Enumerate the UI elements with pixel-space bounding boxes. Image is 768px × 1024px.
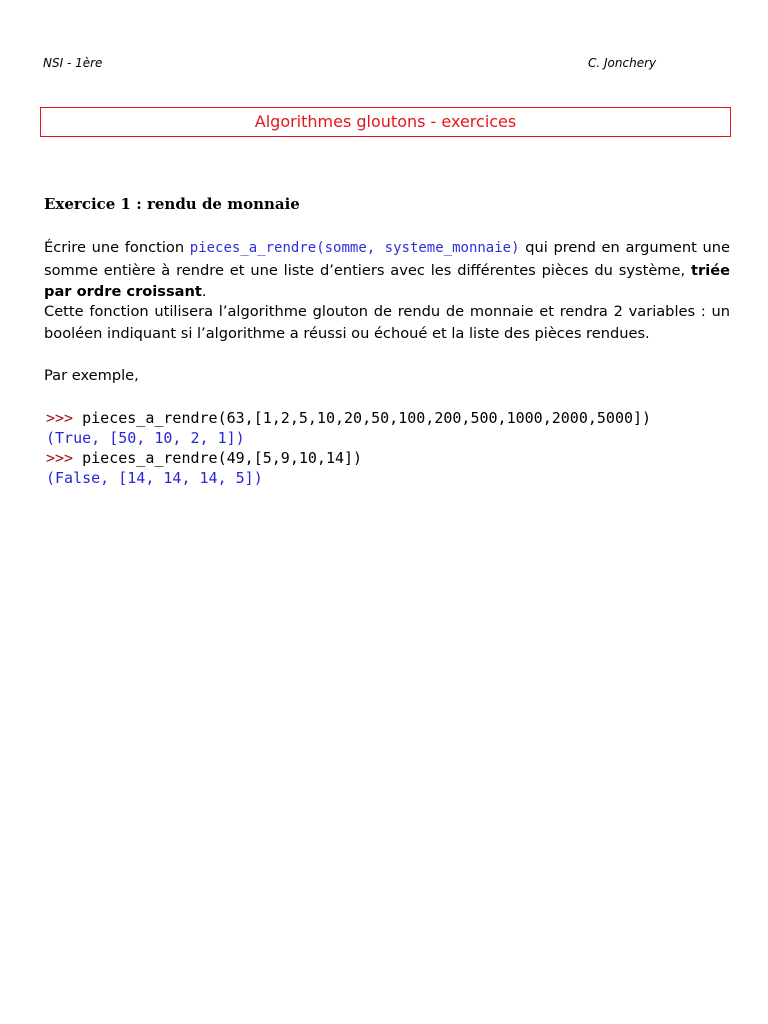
document-title-box <box>40 107 731 137</box>
document-title: Algorithmes gloutons - exercices <box>254 112 517 131</box>
exercise-heading: Exercice 1 : rendu de monnaie <box>44 195 300 213</box>
prompt-symbol: >>> <box>46 449 74 467</box>
header-author: C. Jonchery <box>588 56 657 70</box>
p1-text-end: . <box>201 283 207 300</box>
code-line-3 <box>46 448 651 468</box>
code-command-1: pieces_a_rendre(63,[1,2,5,10,20,50,100,200,500,1000,2000,5000]) <box>73 409 652 427</box>
code-example-block <box>46 408 651 488</box>
code-output-2: (False, [14, 14, 14, 5]) <box>46 469 263 487</box>
exercise-paragraph-2: Cette fonction utilisera l’algorithme glouton de rendu de monnaie et rendra 2 variables : un booléen indiquant si l’algorithme a réussi ou échoué et la liste des pièces rendues. <box>44 303 730 342</box>
p1-text-start: Écrire une fonction <box>44 239 190 256</box>
exercise-paragraph-3: Par exemple, <box>44 367 139 384</box>
p1-bold-text: triée par ordre croissant <box>44 261 730 300</box>
header-class-label: NSI - 1ère <box>43 56 103 70</box>
code-line-1 <box>46 408 651 428</box>
code-command-2: pieces_a_rendre(49,[5,9,10,14]) <box>73 449 363 467</box>
p1-text-middle: qui prend en argument une somme entière à rendre et une liste d’entiers avec les différentes pièces du système, <box>44 239 730 279</box>
code-output-1: (True, [50, 10, 2, 1]) <box>46 429 245 447</box>
exercise-paragraph-1 <box>44 237 730 303</box>
function-signature: pieces_a_rendre(somme, systeme_monnaie) <box>189 240 520 256</box>
prompt-symbol: >>> <box>46 409 74 427</box>
